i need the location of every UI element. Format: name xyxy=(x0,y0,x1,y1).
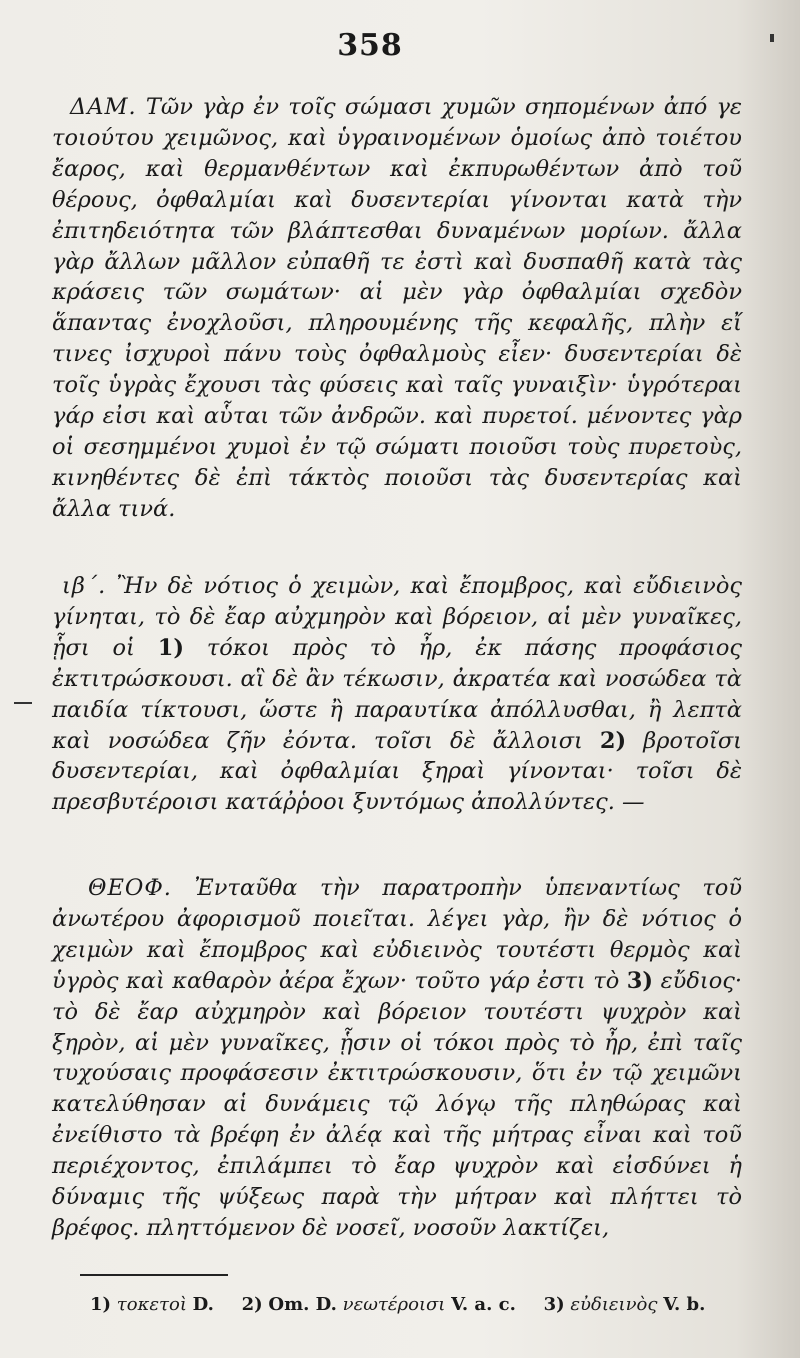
footnote-2 xyxy=(242,1294,516,1315)
footnote-edition: D. xyxy=(192,1294,214,1315)
footnote-number: 3) xyxy=(543,1294,565,1315)
footnote-variant: εὐδιεινὸς xyxy=(570,1294,658,1315)
speaker-label: ΔΑΜ. xyxy=(70,94,137,120)
footnote-edition: V. b. xyxy=(663,1294,706,1315)
aphorism-number: ιβ΄. xyxy=(62,573,107,599)
margin-mark xyxy=(14,702,32,704)
footnote-ref[interactable]: 3) xyxy=(626,967,654,994)
footnote-variant: νεωτέροισι xyxy=(342,1294,446,1315)
footnotes xyxy=(90,1292,740,1318)
paragraph-text: Ἐνταῦθα τὴν παρατροπὴν ὑπεναντίως τοῦ ἀνωτέρου ἀφορισμοῦ ποιεῖται. λέγει γὰρ, ἢν δὲ νότιος ὁ χειμὼν καὶ ἔπομβρος καὶ εὐδιεινὸς τουτέστι θερμὸς καὶ ὑγρὸς καὶ καθαρὸν ἀέρα ἔχων· τοῦτο γάρ ἐστι τὸ xyxy=(52,875,743,994)
footnote-1 xyxy=(90,1294,214,1315)
paragraph-theoph xyxy=(52,873,742,1244)
paragraph-text: Ἢν δὲ νότιος ὁ χειμὼν, καὶ ἔπομβρος, καὶ εὔδιεινὸς γίνηται, τὸ δὲ ἔαρ αὐχμηρὸν καὶ βόρειον, αἱ μὲν γυναῖκες, ᾗσι οἱ xyxy=(52,573,743,661)
footnote-ref[interactable]: 2) xyxy=(599,727,627,754)
speaker-label: ΘΕΟΦ. xyxy=(88,875,172,901)
page-number: 358 xyxy=(337,28,403,63)
paragraph-text: τόκοι πρὸς τὸ ἦρ, ἐκ πάσης προφάσιος ἐκτιτρώσκουσι. αἳ δὲ ἂν τέκωσιν, ἀκρατέα καὶ νοσώδεα τὰ παιδία τίκτουσι, ὥστε ἢ παραυτίκα ἀπόλλυσθαι, ἢ λεπτὰ καὶ νοσώδεα ζῆν ἐόντα. τοῖσι δὲ ἄλλοισι xyxy=(52,634,742,754)
footnote-edition: Om. D. xyxy=(268,1294,337,1315)
footnote-divider xyxy=(80,1274,228,1276)
paragraph-aphorism-12 xyxy=(52,571,742,818)
paragraph-text: βροτοῖσι δυσεντερίαι, καὶ ὀφθαλμίαι ξηραὶ γίνονται· τοῖσι δὲ πρεσβυτέροισι κατάῤῥοοι ξυντόμως ἀπολλύντες. — xyxy=(52,727,742,816)
paragraph-text: Τῶν γὰρ ἐν τοῖς σώμασι χυμῶν σηπομένων ἀπό γε τοιούτου χειμῶνος, καὶ ὑγραινομένων ὁμοίως ἀπὸ τοιέτου ἔαρος, καὶ θερμανθέντων καὶ ἐκπυρωθέντων ἀπὸ τοῦ θέρους, ὀφθαλμίαι καὶ δυσεντερίαι γίνονται κατὰ τὴν ἐπιτηδειότητα τῶν βλάπτεσθαι δυναμένων μορίων. ἄλλα γὰρ ἄλλων μᾶλλον εὐπαθῆ τε ἐστὶ καὶ δυσπαθῆ κατὰ τὰς κράσεις τῶν σωμάτων· αἱ μὲν γὰρ ὀφθαλμίαι σχεδὸν ἅπαντας ἐνοχλοῦσι, πληρουμένης τῆς κεφαλῆς, πλὴν εἴ τινες ἰσχυροὶ πάνυ τοὺς ὀφθαλμοὺς εἶεν· δυσεντερίαι δὲ τοῖς ὑγρὰς ἔχουσι τὰς φύσεις καὶ ταῖς γυναιξὶν· ὑγρότεραι γάρ εἰσι καὶ αὗται τῶν ἀνδρῶν. καὶ πυρετοί. μένοντες γὰρ οἱ σεσημμένοι χυμοὶ ἐν τῷ σώματι ποιοῦσι τοὺς πυρετοὺς, κινηθέντες δὲ ἐπὶ τάκτὸς ποιοῦσι τὰς δυσεντερίας καὶ ἄλλα τινά. xyxy=(52,94,742,522)
footnote-ref[interactable]: 1) xyxy=(157,634,184,661)
print-mark xyxy=(770,34,774,42)
footnote-variant: τοκετοὶ xyxy=(116,1294,187,1315)
paragraph-dam xyxy=(52,92,742,525)
footnote-number: 2) xyxy=(241,1294,263,1315)
footnote-3 xyxy=(544,1294,706,1315)
footnote-edition: V. a. c. xyxy=(451,1294,516,1315)
paragraph-text: εὔδιος· τὸ δὲ ἔαρ αὐχμηρὸν καὶ βόρειον τουτέστι ψυχρὸν καὶ ξηρὸν, αἱ μὲν γυναῖκες, ᾗσιν οἱ τόκοι πρὸς τὸ ἦρ, ἐπὶ ταῖς τυχούσαις προφάσεσιν ἐκτιτρώσκουσιν, ὅτι ἐν τῷ χειμῶνι κατελύθησαν αἱ δυνάμεις τῷ λόγῳ τῆς πληθώρας καὶ ἐνείθιστο τὰ βρέφη ἐν ἀλέᾳ καὶ τῆς μήτρας εἶναι καὶ τοῦ περιέχοντος, ἐπιλάμπει τὸ ἔαρ ψυχρὸν καὶ εἰσδύνει ἡ δύναμις τῆς ψύξεως παρὰ τὴν μήτραν καὶ πλήττει τὸ βρέφος. πληττόμενον δὲ νοσεῖ, νοσοῦν λακτίζει, xyxy=(52,967,743,1241)
footnote-number: 1) xyxy=(90,1294,112,1315)
